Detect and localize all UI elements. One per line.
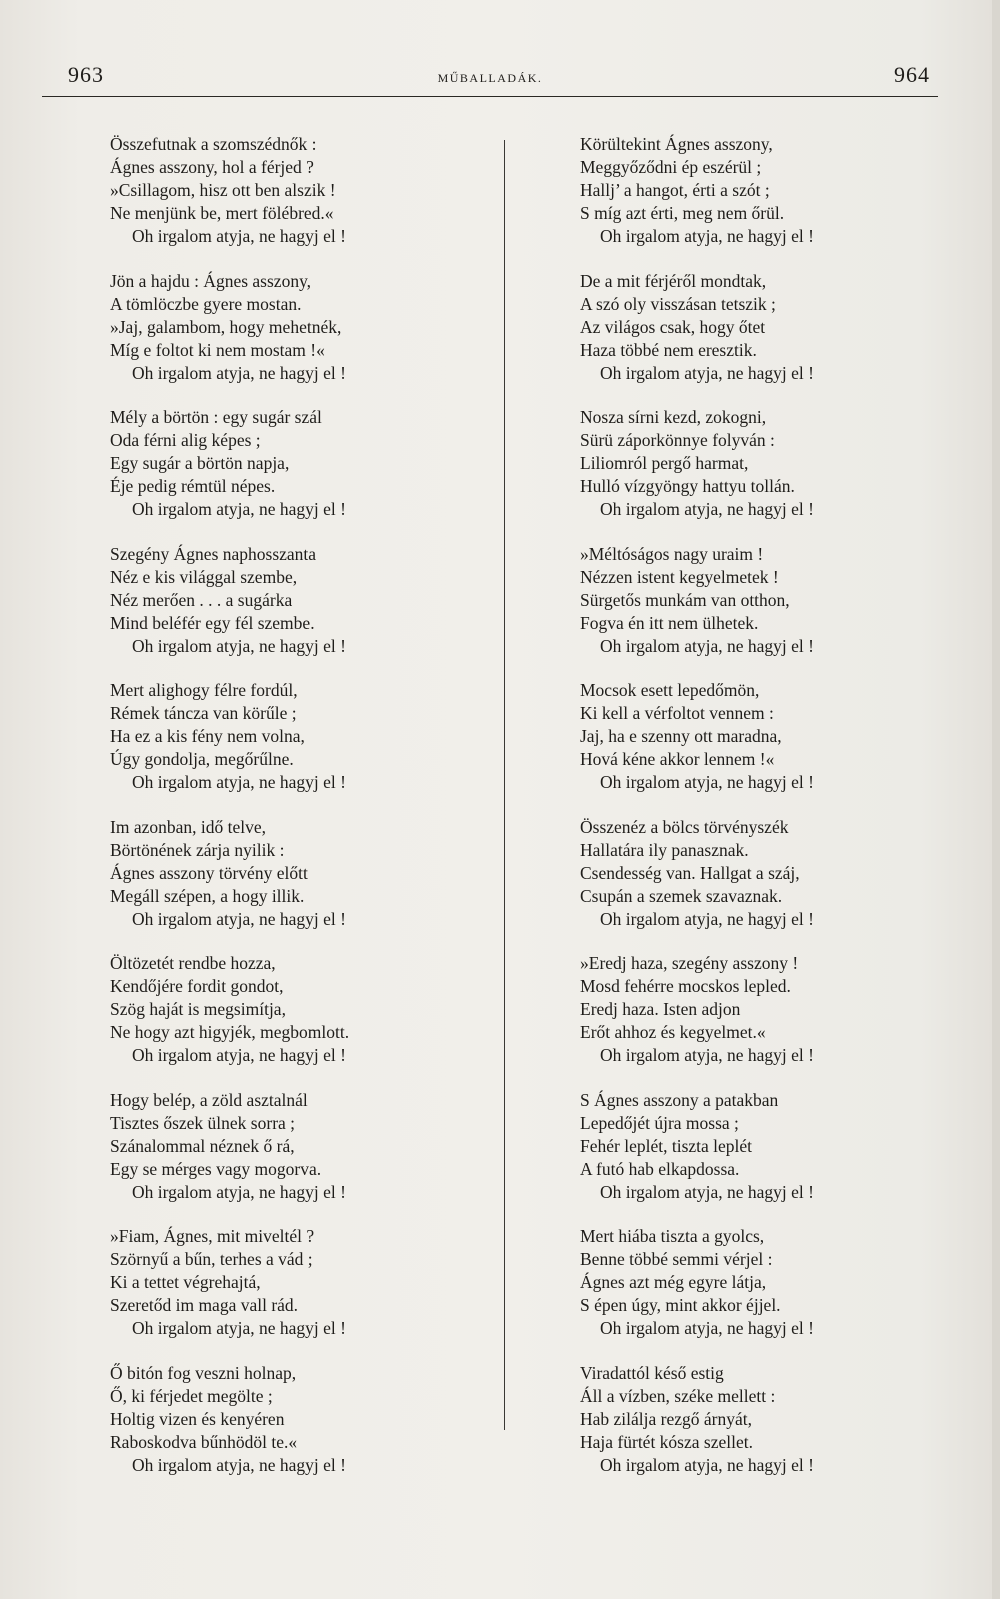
verse-line: Megáll szépen, a hogy illik. — [110, 885, 305, 906]
verse-line: Körültekint Ágnes asszony, — [580, 134, 773, 154]
header-rule — [42, 96, 938, 97]
refrain-line: Oh irgalom atyja, ne hagyj el ! — [600, 226, 814, 246]
right-stanza-2 — [580, 270, 930, 385]
verse-line: Öltözetét rendbe hozza, — [110, 953, 276, 973]
left-stanza-4 — [110, 543, 470, 658]
refrain-line: Oh irgalom atyja, ne hagyj el ! — [600, 1454, 814, 1475]
verse-line: Lepedőjét újra mossa ; — [580, 1112, 739, 1133]
verse-line: »Fiam, Ágnes, mit miveltél ? — [110, 1226, 315, 1246]
verse-line: »Méltóságos nagy uraim ! — [580, 543, 764, 564]
left-stanza-10 — [110, 1362, 470, 1477]
refrain-line: Oh irgalom atyja, ne hagyj el ! — [600, 772, 814, 792]
left-stanza-9 — [110, 1225, 470, 1340]
refrain-line: Oh irgalom atyja, ne hagyj el ! — [132, 1318, 346, 1338]
verse-line: Benne többé semmi vérjel : — [580, 1249, 773, 1269]
verse-line: Néz merően . . . a sugárka — [110, 589, 293, 610]
right-stanza-1 — [580, 133, 930, 248]
verse-line: Éje pedig rémtül népes. — [110, 476, 276, 496]
verse-line: »Csillagom, hisz ott ben alszik ! — [110, 180, 336, 200]
verse-line: Tisztes őszek ülnek sorra ; — [110, 1112, 296, 1133]
verse-line: Szörnyű a bűn, terhes a vád ; — [110, 1249, 313, 1269]
verse-line: Egy se mérges vagy mogorva. — [110, 1158, 322, 1179]
verse-line: A futó hab elkapdossa. — [580, 1158, 740, 1179]
verse-line: Szeretőd im maga vall rád. — [110, 1295, 299, 1315]
page-header — [42, 62, 938, 92]
right-stanza-9 — [580, 1225, 930, 1340]
verse-line: Mind beléfér egy fél szembe. — [110, 612, 315, 633]
verse-line: Az világos csak, hogy őtet — [580, 316, 766, 337]
refrain-line: Oh irgalom atyja, ne hagyj el ! — [132, 362, 346, 383]
refrain-line: Oh irgalom atyja, ne hagyj el ! — [600, 1318, 814, 1338]
verse-line: Sürü záporkönnye folyván : — [580, 430, 775, 450]
verse-line: Ki kell a vérfoltot vennem : — [580, 703, 774, 723]
refrain-line: Oh irgalom atyja, ne hagyj el ! — [132, 499, 346, 519]
refrain-line: Oh irgalom atyja, ne hagyj el ! — [132, 1454, 346, 1475]
left-stanza-8 — [110, 1089, 470, 1204]
verse-line: Mosd fehérre mocskos lepled. — [580, 976, 791, 996]
verse-line: Összefutnak a szomszédnők : — [110, 134, 317, 154]
verse-line: Nézzen istent kegyelmetek ! — [580, 566, 779, 587]
verse-line: Mert hiába tiszta a gyolcs, — [580, 1226, 765, 1246]
verse-line: Szegény Ágnes naphosszanta — [110, 543, 317, 564]
verse-line: Hogy belép, a zöld asztalnál — [110, 1089, 308, 1110]
refrain-line: Oh irgalom atyja, ne hagyj el ! — [132, 1045, 346, 1065]
verse-line: Nosza sírni kezd, zokogni, — [580, 407, 767, 427]
verse-line: Eredj haza. Isten adjon — [580, 999, 741, 1019]
refrain-line: Oh irgalom atyja, ne hagyj el ! — [132, 226, 346, 246]
refrain-line: Oh irgalom atyja, ne hagyj el ! — [600, 635, 814, 656]
refrain-line: Oh irgalom atyja, ne hagyj el ! — [600, 362, 814, 383]
verse-line: Néz e kis világgal szembe, — [110, 566, 298, 587]
verse-line: Hallatára ily panasznak. — [580, 839, 749, 860]
verse-line: Börtönének zárja nyilik : — [110, 839, 285, 860]
verse-line: Fehér leplét, tiszta leplét — [580, 1135, 753, 1156]
left-stanza-1 — [110, 133, 470, 248]
page-number-right: 964 — [894, 62, 930, 87]
verse-line: Csendesség van. Hallgat a száj, — [580, 862, 800, 883]
page-number-left: 963 — [68, 62, 104, 87]
verse-line: De a mit férjéről mondtak, — [580, 270, 767, 291]
verse-line: Oda férni alig képes ; — [110, 430, 261, 450]
right-column — [580, 133, 930, 1498]
verse-line: Ha ez a kis fény nem volna, — [110, 726, 305, 746]
verse-line: Hab zilálja rezgő árnyát, — [580, 1408, 752, 1429]
verse-line: Egy sugár a börtön napja, — [110, 453, 290, 473]
verse-line: Hallj’ a hangot, érti a szót ; — [580, 180, 770, 200]
refrain-line: Oh irgalom atyja, ne hagyj el ! — [600, 499, 814, 519]
verse-line: Mocsok esett lepedőmön, — [580, 680, 760, 700]
verse-line: S Ágnes asszony a patakban — [580, 1089, 779, 1110]
verse-line: Rémek táncza van körűle ; — [110, 703, 297, 723]
verse-line: Ő, ki férjedet megölte ; — [110, 1385, 273, 1406]
verse-line: A tömlöczbe gyere mostan. — [110, 293, 302, 314]
verse-line: Jön a hajdu : Ágnes asszony, — [110, 270, 312, 291]
left-column — [110, 133, 470, 1498]
verse-line: »Jaj, galambom, hogy mehetnék, — [110, 316, 342, 337]
left-stanza-5 — [110, 679, 470, 794]
verse-line: Sürgetős munkám van otthon, — [580, 589, 790, 610]
verse-line: Liliomról pergő harmat, — [580, 453, 749, 473]
verse-line: Hulló vízgyöngy hattyu tollán. — [580, 476, 795, 496]
verse-line: Ő bitón fog veszni holnap, — [110, 1362, 297, 1383]
verse-line: Ne hogy azt higyjék, megbomlott. — [110, 1022, 350, 1042]
verse-line: Ágnes asszony, hol a férjed ? — [110, 157, 314, 177]
verse-line: Mély a börtön : egy sugár szál — [110, 407, 322, 427]
verse-line: Szög haját is megsimítja, — [110, 999, 286, 1019]
verse-line: Holtig vizen és kenyéren — [110, 1408, 285, 1429]
verse-line: S míg azt érti, meg nem őrül. — [580, 203, 785, 223]
verse-line: Ki a tettet végrehajtá, — [110, 1272, 261, 1292]
verse-line: Hová kéne akkor lennem !« — [580, 749, 775, 769]
verse-line: Fogva én itt nem ülhetek. — [580, 612, 759, 633]
right-stanza-8 — [580, 1089, 930, 1204]
verse-line: Csupán a szemek szavaznak. — [580, 885, 783, 906]
verse-line: Míg e foltot ki nem mostam !« — [110, 339, 325, 360]
right-stanza-4 — [580, 543, 930, 658]
running-title: MŰBALLADÁK. — [437, 71, 543, 85]
verse-line: Áll a vízben, széke mellett : — [580, 1385, 776, 1406]
verse-line: Jaj, ha e szenny ott maradna, — [580, 726, 782, 746]
verse-line: S épen úgy, mint akkor éjjel. — [580, 1295, 781, 1315]
left-stanza-6 — [110, 816, 470, 931]
refrain-line: Oh irgalom atyja, ne hagyj el ! — [132, 635, 346, 656]
refrain-line: Oh irgalom atyja, ne hagyj el ! — [132, 772, 346, 792]
verse-line: »Eredj haza, szegény asszony ! — [580, 953, 799, 973]
verse-line: Úgy gondolja, megőrűlne. — [110, 749, 294, 769]
verse-line: Haza többé nem eresztik. — [580, 339, 757, 360]
left-stanza-7 — [110, 952, 470, 1067]
verse-line: Kendőjére fordit gondot, — [110, 976, 284, 996]
refrain-line: Oh irgalom atyja, ne hagyj el ! — [600, 908, 814, 929]
refrain-line: Oh irgalom atyja, ne hagyj el ! — [132, 1181, 346, 1202]
right-stanza-5 — [580, 679, 930, 794]
verse-line: Szánalommal néznek ő rá, — [110, 1135, 295, 1156]
verse-line: Im azonban, idő telve, — [110, 816, 266, 837]
right-stanza-3 — [580, 406, 930, 521]
page-edge — [992, 0, 1000, 1599]
right-stanza-6 — [580, 816, 930, 931]
verse-line: A szó oly visszásan tetszik ; — [580, 293, 776, 314]
right-stanza-7 — [580, 952, 930, 1067]
verse-line: Erőt ahhoz és kegyelmet.« — [580, 1022, 766, 1042]
verse-line: Ágnes asszony törvény előtt — [110, 862, 308, 883]
left-stanza-3 — [110, 406, 470, 521]
refrain-line: Oh irgalom atyja, ne hagyj el ! — [132, 908, 346, 929]
column-divider — [504, 140, 505, 1430]
refrain-line: Oh irgalom atyja, ne hagyj el ! — [600, 1045, 814, 1065]
verse-line: Viradattól késő estig — [580, 1362, 724, 1383]
refrain-line: Oh irgalom atyja, ne hagyj el ! — [600, 1181, 814, 1202]
right-stanza-10 — [580, 1362, 930, 1477]
verse-line: Ágnes azt még egyre látja, — [580, 1272, 767, 1292]
verse-line: Ne menjünk be, mert fölébred.« — [110, 203, 334, 223]
verse-line: Meggyőződni ép eszérül ; — [580, 157, 762, 177]
verse-line: Összenéz a bölcs törvényszék — [580, 816, 789, 837]
verse-line: Raboskodva bűnhödöl te.« — [110, 1431, 298, 1452]
left-stanza-2 — [110, 270, 470, 385]
verse-line: Haja fürtét kósza szellet. — [580, 1431, 753, 1452]
verse-line: Mert alighogy félre fordúl, — [110, 680, 298, 700]
